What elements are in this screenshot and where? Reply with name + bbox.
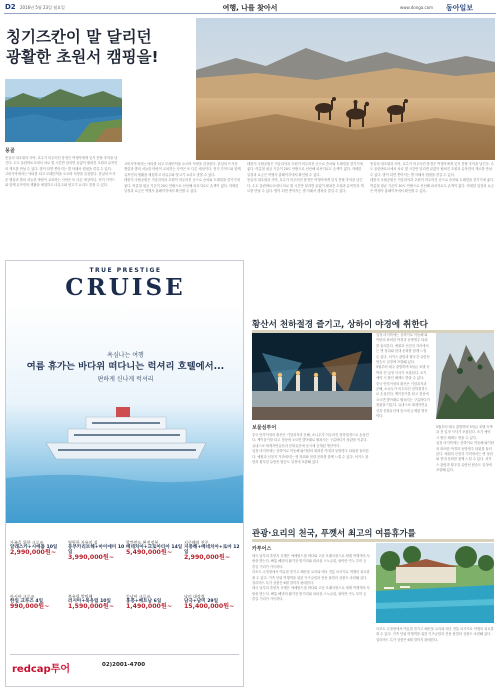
article-phuket-col-1: 태국 남부의 휴양지 푸껫은 에메랄드빛 바다와 고운 모래사장으로 세계 여행객의 사랑을 받는다. 빠통 해변의 활기찬 밤거리와 피피섬 스노클링, 팡아만 카누 투어 등 즐길 거리가 가득하다. 리조트 수영장에서 여유를 즐기고 해산물 요리와 태국 전통 마사지로 여행의 피로를 풀 수 있다. 가족 단위 여행객을 위한 키즈클럽과 전용 풀빌라 상품도 마련돼 있다. 얼리버드 특가 상품은 6월 말까지 판매한다. 태국 남부의 휴양지 푸껫은 에메랄드빛 바다와 고운 모래사장으로 세계 여행객의 사랑을 받는다. 빠통 해변의 활기찬 밤거리와 피피섬 스노클링, 팡아만 카누 투어 등 즐길 거리가 가득하다. <box>252 554 370 602</box>
stage-performance-photo <box>252 333 372 420</box>
page-number: D2 <box>5 3 16 11</box>
article-huangshan-col-2: 일정 마지막에는 상하이로 이동해 와이탄의 화려한 야경과 동방명주 타워를 둘러본다. 예원과 신천지 거리에서는 옛 정취와 현대 문화를 함께 느낄 수 있다. 서커스 관람과 황푸강 유람선 탑승도 일정에 포함돼 있다. 5월부터 매주 출발하며 5성급 호텔 숙박과 전 일정 식사가 포함된다. 조기 예약 시 할인 혜택도 받을 수 있다. 중국 안후이성의 황산은 기암괴석과 운해, 소나무가 어우러진 천하절경으로 손꼽힌다. 케이블카를 타고 정상에 오르면 발아래로 펼쳐지는 구름바다가 장관을 이룬다. 유네스코 세계자연유산과 문화유산에 동시에 등재된 명산이다. <box>376 333 430 419</box>
desert-camel-photo <box>196 18 495 160</box>
tour-item[interactable]: 북유럽 발틱해 러시아+북유럽 10일 1,590,000원~ <box>68 594 114 610</box>
cruise-ad[interactable] <box>5 260 244 687</box>
ad-subline: 편하게 신나게 럭셔리 <box>97 376 154 383</box>
tour-item[interactable]: 발칸반도 완전정복 베네치아+크로아티아 14일 5,490,000원~ <box>126 540 183 556</box>
newspaper-name: 동아일보 <box>446 2 474 12</box>
headline-phuket: 관광·요리의 천국, 푸껫서 최고의 여름휴가를 <box>252 528 416 538</box>
byline-huangshan: 보물섬투어 <box>252 425 277 431</box>
article-huangshan-col-1: 중국 안후이성의 황산은 기암괴석과 운해, 소나무가 어우러진 천하절경으로 손꼽힌다. 케이블카를 타고 정상에 오르면 발아래로 펼쳐지는 구름바다가 장관을 이룬다. 유네스코 세계자연유산과 문화유산에 동시에 등재된 명산이다. 일정 마지막에는 상하이로 이동해 와이탄의 화려한 야경과 동방명주 타워를 둘러본다. 예원과 신천지 거리에서는 옛 정취와 현대 문화를 함께 느낄 수 있다. 서커스 관람과 황푸강 유람선 탑승도 일정에 포함돼 있다. <box>252 433 369 465</box>
cruise-ship-photo <box>6 303 243 523</box>
tour-item[interactable]: 가족을 위한 크루즈 알래스카+시애틀 10일 2,990,000원~ <box>10 540 58 556</box>
ad-footer-rule <box>10 654 239 655</box>
ad-phone[interactable]: 02)2001-4700 <box>102 662 146 668</box>
issue-date: 2016년 5월 23일 월요일 <box>20 4 65 10</box>
section-rule <box>252 539 494 542</box>
tour-item[interactable]: 남미 대장정 남극+남미 29일 15,400,000원~ <box>184 594 235 610</box>
article-phuket-col-2: 리조트 수영장에서 여유를 즐기고 해산물 요리와 태국 전통 마사지로 여행의 피로를 풀 수 있다. 가족 단위 여행객을 위한 키즈클럽과 전용 풀빌라 상품도 마련돼 있다. 얼리버드 특가 상품은 6월 말까지 판매한다. <box>376 627 494 642</box>
ad-tagline: 욕심나는 여행 <box>107 352 144 359</box>
tour-item[interactable]: 동남아 크루즈 홍콩+베트남 6일 1,490,000원~ <box>126 594 172 610</box>
ad-brand-logo[interactable]: redcap투어 <box>12 664 71 675</box>
article-mongolia-col-1: 몽골의 대초원과 사막, 호수가 어우러진 풍경은 여행자에게 잊지 못할 추억을 남긴다. 수도 울란바토르에서 차로 몇 시간만 달리면 끝없이 펼쳐진 초원과 유목민의 게르를 만날 수 있다. 밤이 되면 쏟아지는 별 아래서 캠핑을 즐길 수 있다. 고비사막에서는 낙타를 타고 모래언덕을 오르며 석양을 감상한다. 한낮의 뜨거운 햇살과 밤의 서늘한 바람이 교차하는 사막은 또 다른 세상이다. 현지 가이드와 함께 유목민의 생활을 체험하고 마유주와 양고기 요리도 맛볼 수 있다. <box>5 156 118 188</box>
headline-line-1: 칭기즈칸이 말 달리던 <box>6 28 152 46</box>
huangshan-mountain-photo <box>436 333 494 419</box>
tour-grid <box>10 540 241 652</box>
header-rule <box>4 13 496 14</box>
tour-item[interactable]: 지중해의 진주 지중해+베네치아+로마 12일 2,990,000원~ <box>184 540 240 561</box>
headline-line-2: 광활한 초원서 캠핑을! <box>6 48 159 66</box>
tour-item[interactable]: 아시아 크루즈 한일 크루즈 4일 990,000원~ <box>10 594 50 610</box>
article-mongolia-col-4: 몽골의 대초원과 사막, 호수가 어우러진 풍경은 여행자에게 잊지 못할 추억을 남긴다. 수도 울란바토르에서 차로 몇 시간만 달리면 끝없이 펼쳐진 초원과 유목민의 게르를 만날 수 있다. 밤이 되면 쏟아지는 별 아래서 캠핑을 즐길 수 있다. 테를지 국립공원은 기암괴석과 초원이 어우러진 곳으로 승마와 트레킹을 즐기기에 좋다. 여름철 평균 기온이 20도 안팎으로 선선해 피서지로도 손색이 없다. 자세한 일정과 요금은 여행사 홈페이지에서 확인할 수 있다. <box>370 162 495 194</box>
byline-mongolia: 몽골 <box>5 148 15 154</box>
headline-mongolia <box>6 27 186 67</box>
section-title: 여행, 나를 찾아서 <box>222 3 278 12</box>
article-mongolia-col-3: 테를지 국립공원은 기암괴석과 초원이 어우러진 곳으로 승마와 트레킹을 즐기기에 좋다. 여름철 평균 기온이 20도 안팎으로 선선해 피서지로도 손색이 없다. 자세한 일정과 요금은 여행사 홈페이지에서 확인할 수 있다. 몽골의 대초원과 사막, 호수가 어우러진 풍경은 여행자에게 잊지 못할 추억을 남긴다. 수도 울란바토르에서 차로 몇 시간만 달리면 끝없이 펼쳐진 초원과 유목민의 게르를 만날 수 있다. 밤이 되면 쏟아지는 별 아래서 캠핑을 즐길 수 있다. <box>247 162 364 194</box>
site-url[interactable]: www.donga.com <box>400 4 434 10</box>
resort-pool-photo <box>376 543 494 623</box>
tour-item[interactable]: 영원한 자유의 섬 동부카리브해+마이애미 10일 3,990,000원~ <box>68 540 125 561</box>
byline-phuket: 카투어스 <box>252 546 272 552</box>
ad-headline: 여름 휴가는 바다위 떠다니는 럭셔리 호텔에서... <box>26 361 225 372</box>
headline-huangshan: 황산서 천하절경 즐기고, 상하이 야경에 취한다 <box>252 320 428 330</box>
lake-photo <box>5 79 122 142</box>
ad-main-title: CRUISE <box>65 274 186 301</box>
article-mongolia-col-2: 고비사막에서는 낙타를 타고 모래언덕을 오르며 석양을 감상한다. 한낮의 뜨거운 햇살과 밤의 서늘한 바람이 교차하는 사막은 또 다른 세상이다. 현지 가이드와 함께 유목민의 생활을 체험하고 마유주와 양고기 요리도 맛볼 수 있다. 테를지 국립공원은 기암괴석과 초원이 어우러진 곳으로 승마와 트레킹을 즐기기에 좋다. 여름철 평균 기온이 20도 안팎으로 선선해 피서지로도 손색이 없다. 자세한 일정과 요금은 여행사 홈페이지에서 확인할 수 있다. <box>124 162 241 194</box>
ad-small-title: TRUE PRESTIGE <box>89 267 162 274</box>
article-huangshan-col-3: 5월부터 매주 출발하며 5성급 호텔 숙박과 전 일정 식사가 포함된다. 조기 예약 시 할인 혜택도 받을 수 있다. 일정 마지막에는 상하이로 이동해 와이탄의 화려한 야경과 동방명주 타워를 둘러본다. 예원과 신천지 거리에서는 옛 정취와 현대 문화를 함께 느낄 수 있다. 서커스 관람과 황푸강 유람선 탑승도 일정에 포함돼 있다. <box>436 425 494 473</box>
